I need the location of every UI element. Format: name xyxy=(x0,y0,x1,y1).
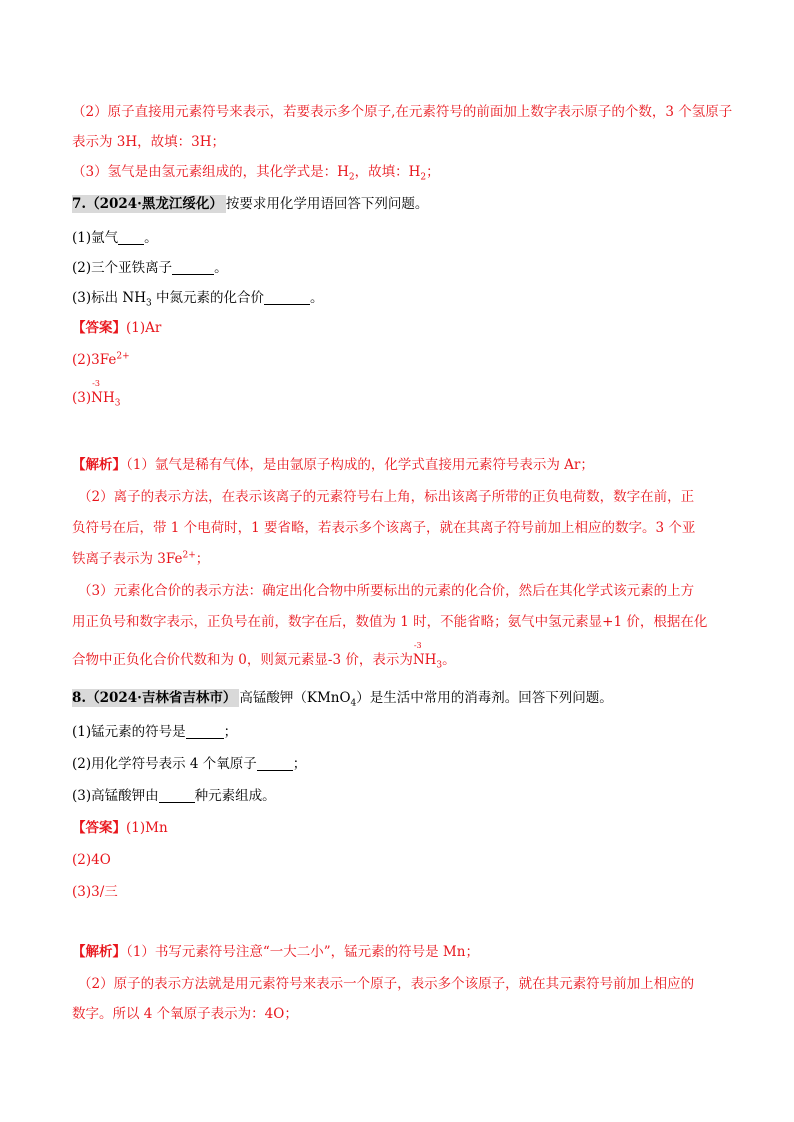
answer-block: 【答案】(1)Mn xyxy=(72,820,168,836)
answer-item: (2)4O xyxy=(72,852,111,868)
analysis-line: （3）元素化合价的表示方法：确定出化合物中所要标出的元素的化合价，然后在其化学式该元素的上方 xyxy=(78,583,695,599)
analysis-line: （2）离子的表示方法，在表示该离子的元素符号右上角，标出该离子所带的正负电荷数，数字在前，正 xyxy=(78,489,695,505)
answer-label: 【答案】 xyxy=(72,820,126,836)
answer-blank xyxy=(257,756,293,771)
analysis-label: 【解析】 xyxy=(72,944,126,960)
question-part: (1)锰元素的符号是 ； xyxy=(72,724,238,740)
question-stem: 按要求用化学用语回答下列问题。 xyxy=(225,196,429,212)
answer-blank xyxy=(159,788,195,803)
analysis-label: 【解析】 xyxy=(72,457,126,473)
answer-item: (3)3/三 xyxy=(72,884,118,900)
question-source: 8.（2024·吉林省吉林市） xyxy=(72,689,239,707)
answer-blank xyxy=(264,290,310,305)
prev-solution-line: （3）氢气是由氢元素组成的，其化学式是：$H_2$，故填：$H_2$； xyxy=(72,164,440,183)
answer-blank xyxy=(118,230,144,245)
analysis-line: 用正负号和数字表示，正负号在前，数字在后，数值为 1 时，不能省略；氨气中氢元素显+1 价，根据在化 xyxy=(72,614,708,630)
answer-blank xyxy=(172,260,214,275)
question-8-heading xyxy=(72,688,613,708)
analysis-line: （2）原子的表示方法就是用元素符号来表示一个原子，表示多个该原子，就在其元素符号前加上相应的 xyxy=(78,976,695,992)
answer-label: 【答案】 xyxy=(72,320,126,336)
question-source: 7.（2024·黑龙江绥化） xyxy=(72,195,226,213)
prev-solution-line: 表示为 3H，故填：3H； xyxy=(72,134,226,150)
analysis-block: 【解析】（1）书写元素符号注意“一大二小”，锰元素的符号是 Mn； xyxy=(72,944,479,960)
answer-item: (3) -3 $NH_3$ xyxy=(72,379,121,409)
analysis-line: 数字。所以 4 个氧原子表示为：4O； xyxy=(72,1006,298,1022)
analysis-block: 【解析】（1）氩气是稀有气体，是由氩原子构成的，化学式直接用元素符号表示为 Ar； xyxy=(72,457,594,473)
question-7-heading xyxy=(72,194,428,214)
question-part: (1)氩气 。 xyxy=(72,230,158,246)
analysis-line: 合物中正负化合价代数和为 0，则氮元素显-3 价，表示为 -3 $NH_3$。 xyxy=(72,641,456,671)
question-part: (2)三个亚铁离子 。 xyxy=(72,260,228,276)
question-part: (2)用化学符号表示 4 个氧原子 ； xyxy=(72,756,307,772)
question-part: (3)标出 $NH_3$ 中氮元素的化合价 。 xyxy=(72,290,324,309)
analysis-line: 铁离子表示为 $3Fe^{2+}$； xyxy=(72,550,210,567)
analysis-line: 负符号在后，带 1 个电荷时，1 要省略，若表示多个该离子，就在其离子符号前加上相应的数字。3 个亚 xyxy=(72,520,696,536)
answer-blank xyxy=(186,724,224,739)
question-stem: 高锰酸钾（KMnO$_4$）是生活中常用的消毒剂。回答下列问题。 xyxy=(239,690,613,709)
prev-solution-line: （2）原子直接用元素符号来表示，若要表示多个原子,在元素符号的前面加上数字表示原子的个数，3 个氢原子 xyxy=(72,104,733,120)
answer-item: $(2)3Fe^{2+}$ xyxy=(72,351,130,368)
question-part: (3)高锰酸钾由 种元素组成。 xyxy=(72,788,276,804)
answer-block: 【答案】(1)Ar xyxy=(72,320,162,336)
